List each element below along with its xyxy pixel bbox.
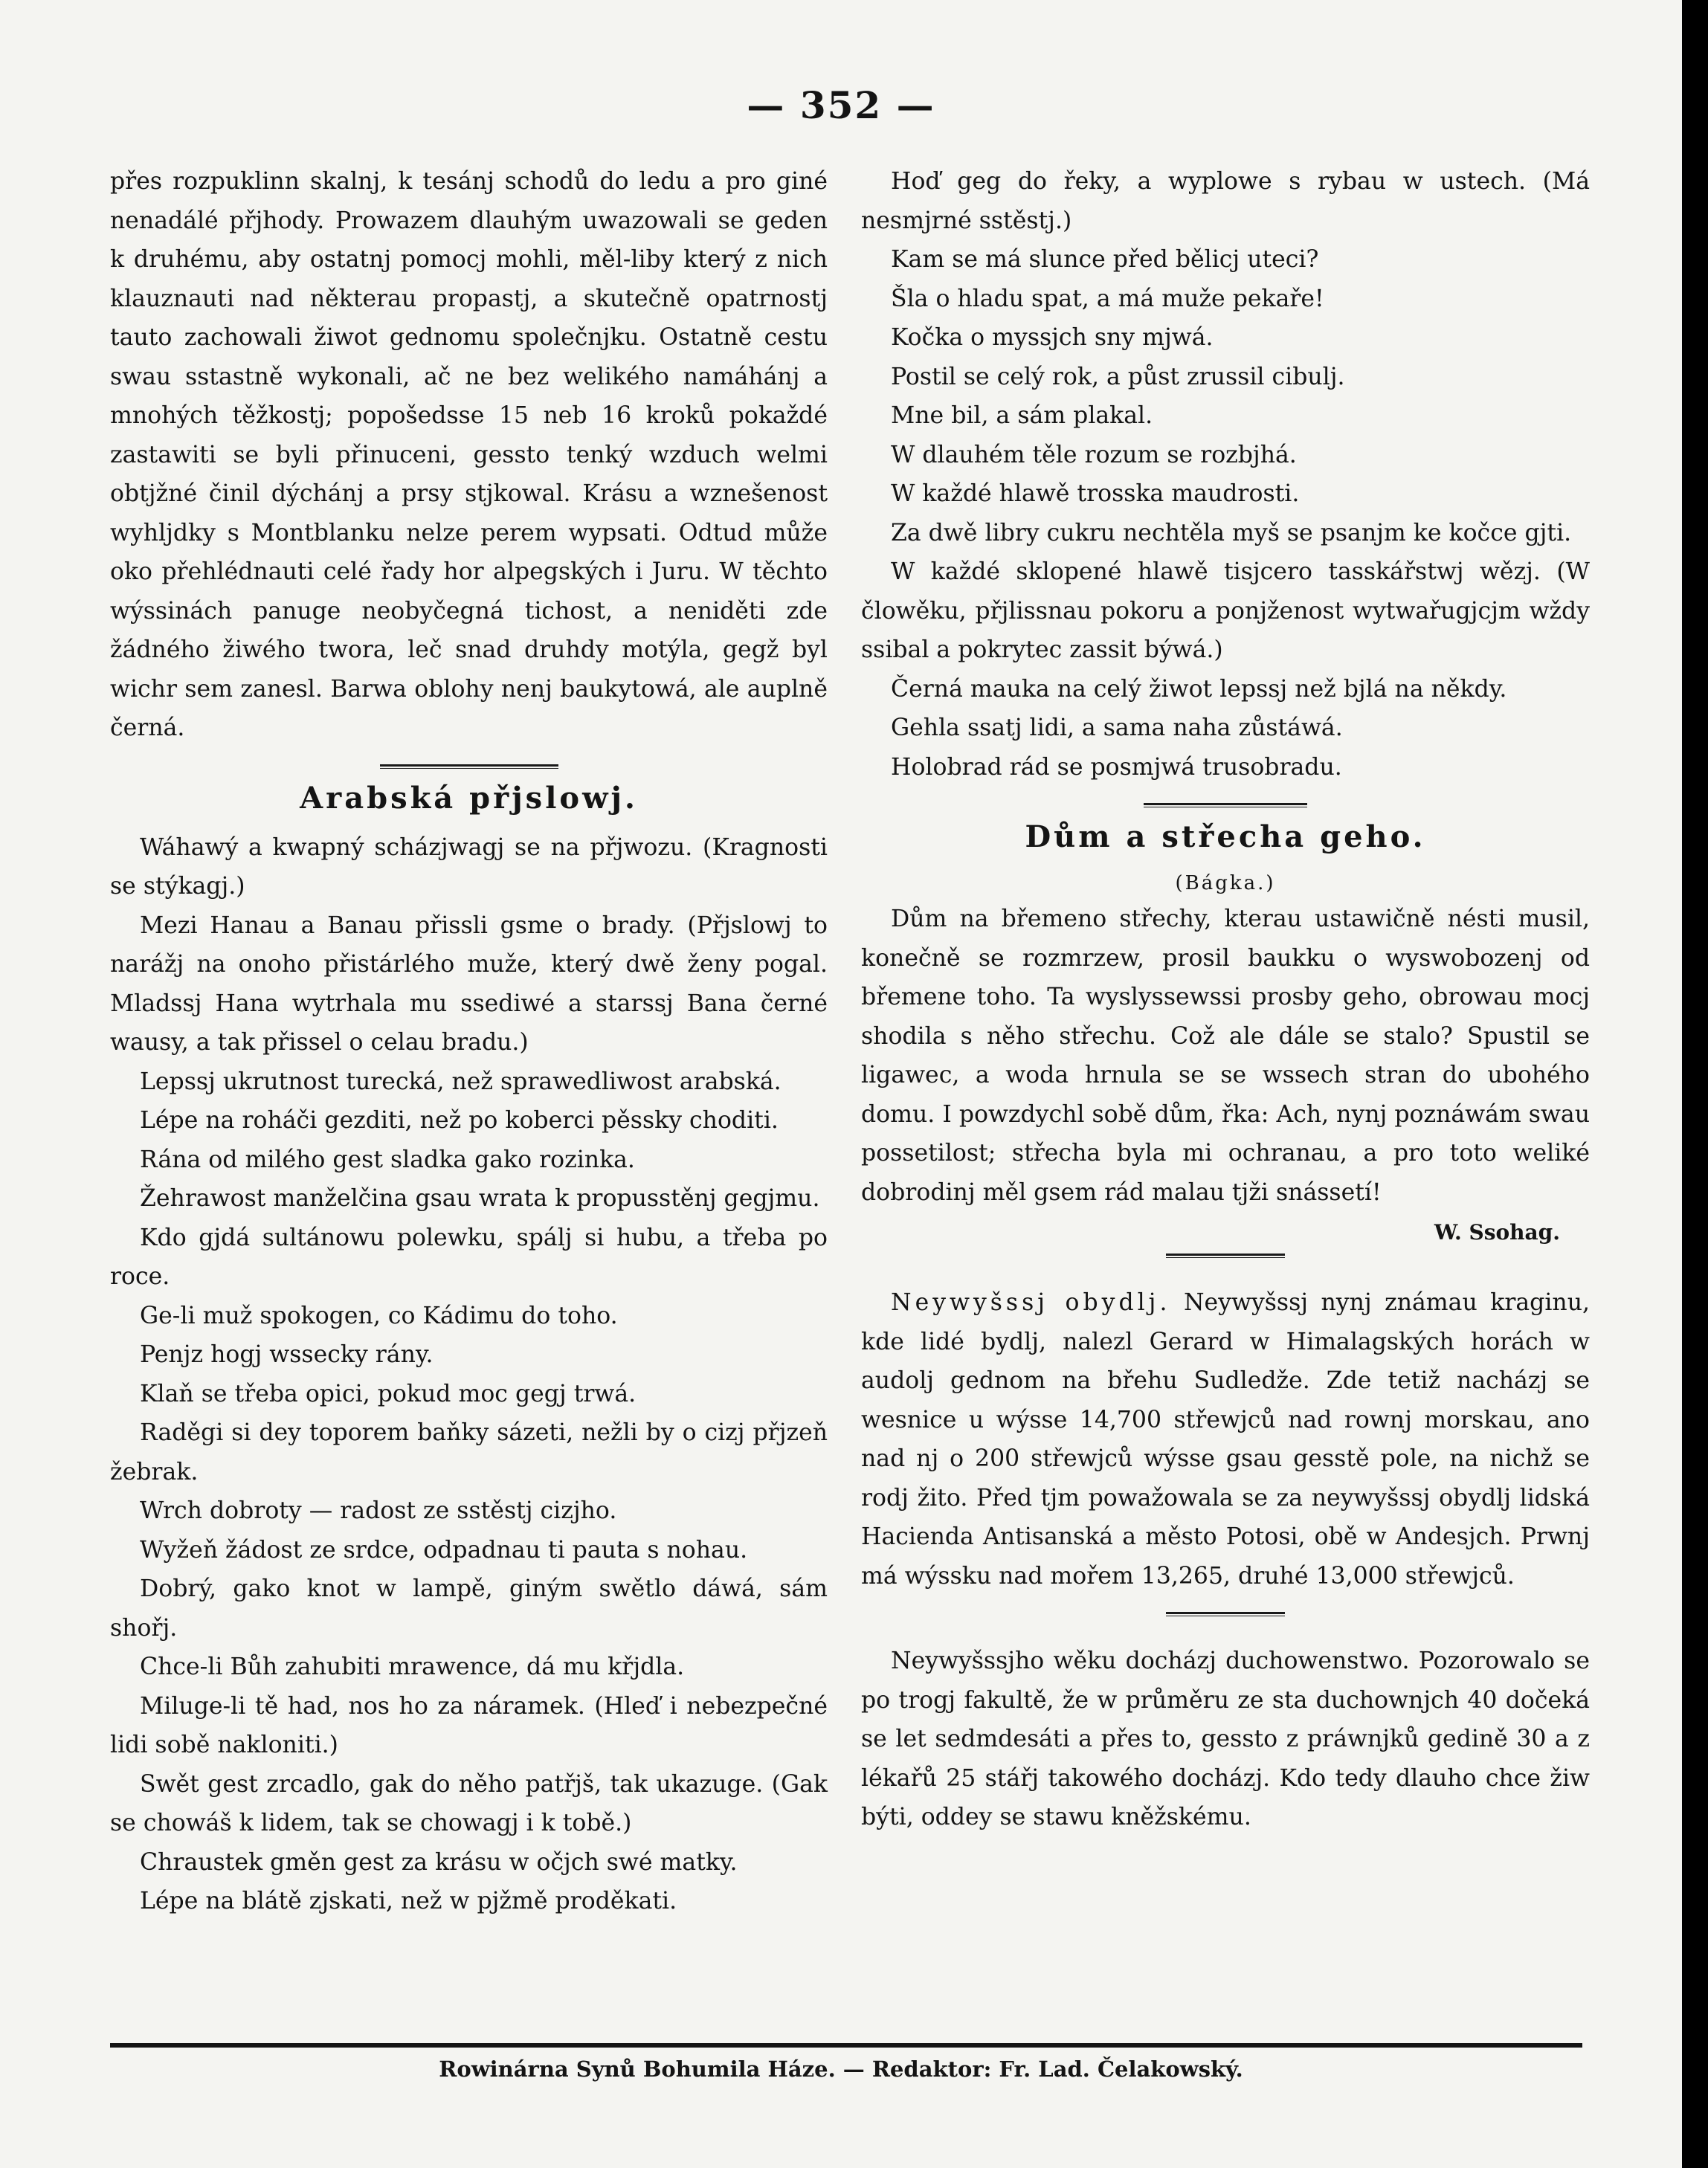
proverb: Klaň se třeba opici, pokud moc gegj trwá. [140, 1380, 637, 1407]
proverb: W dlauhém těle rozum se rozbjhá. [891, 441, 1297, 468]
proverb: Postil se celý rok, a půst zrussil cibulj. [891, 363, 1345, 390]
proverb: Wáhawý a kwapný scházjwagj se na přjwozu. (Kragnosti se stýkagj.) [110, 833, 828, 900]
proverb-list [110, 828, 828, 1921]
proverb: Žehrawost manželčina gsau wrata k propusstěnj gegjmu. [140, 1185, 820, 1212]
proverb: Ge-li muž spokogen, co Kádimu do toho. [140, 1302, 618, 1329]
left-column [110, 162, 828, 1921]
proverb: Gehla ssatj lidi, a sama naha zůstáwá. [891, 714, 1343, 741]
footer-rule [110, 2043, 1582, 2048]
story-subtitle: (Bágka.) [1175, 872, 1276, 894]
note-text: Neywyšssj nynj známau kraginu, kde lidé bydlj, nalezl Gerard w Himalagských horách w audolj gednom na břehu Sudledže. Zde tetiž nacházj se wesnice u wýsse 14,700 střewjců nad rownj morskau, ano nad nj o 200 střewjců wýsse gsau gesstě pole, na nichž se rodj žito. Před tjm powažowala se za neywyšssj obydlj lidská Hacienda Antisanská a město Potosi, obě w Andesjch. Prwnj má wýssku nad mořem 13,265, druhé 13,000 střewjců. [861, 1289, 1590, 1590]
proverb: Swět gest zrcadlo, gak do něho patřjš, tak ukazuge. (Gak se chowáš k lidem, tak se chowagj i k tobě.) [110, 1770, 828, 1836]
section-divider [380, 764, 558, 769]
proverb: W každé hlawě trosska maudrosti. [891, 480, 1300, 507]
proverb: Lépe na blátě zjskati, než w pjžmě proděkati. [140, 1888, 677, 1914]
note-paragraph [861, 1283, 1590, 1596]
intro-paragraph: přes rozpuklinn skalnj, k tesánj schodů do ledu a pro giné nenadálé přjhody. Prowazem dlauhým uwazowali se geden k druhému, aby ostatnj pomocj mohli, měl-liby který z nich klauznauti nad některau propastj, a skutečně opatrnostj tauto zachowali žiwot gednomu společnjku. Ostatně cestu swau sstastně wykonali, ač ne bez welikého namáhánj a mnohých těžkostj; popošedsse 15 neb 16 kroků pokaždé zastawiti se byli přinuceni, gessto tenký wzduch welmi obtjžné činil dýchánj a prsy stjkowal. Krásu a wznešenost wyhljdky s Montblanku nelze perem wypsati. Odtud může oko přehlédnauti celé řady hor alpegských i Juru. W těchto wýssinách panuge neobyčegná tichost, a neniděti zde žádného žiwého twora, leč snad druhdy motýla, gegž byl wichr sem zanesl. Barwa oblohy nenj baukytowá, ale auplně černá. [110, 168, 828, 741]
story-title: Dům a střecha geho. [1025, 819, 1426, 854]
proverb: W každé sklopené hlawě tisjcero tasskářstwj wězj. (W člowěku, přjlissnau pokoru a ponjženost wytwařugjcjm wždy ssibal a pokrytec zassit býwá.) [861, 558, 1590, 663]
proverb: Raděgi si dey toporem baňky sázeti, nežli by o cizj přjzeň žebrak. [110, 1419, 828, 1485]
proverb: Mezi Hanau a Banau přissli gsme o brady. (Přjslowj to narážj na onoho přistárlého muže, který dwě ženy pogal. Mladssj Hana wytrhala mu ssediwé a starssj Bana černé wausy, a tak přissel o celau bradu.) [110, 912, 828, 1056]
story-signature: W. Ssohag. [1434, 1220, 1560, 1245]
proverb: Lépe na roháči gezditi, než po koberci pěssky choditi. [140, 1107, 779, 1134]
proverb: Rána od milého gest sladka gako rozinka. [140, 1146, 635, 1173]
proverb: Dobrý, gako knot w lampě, giným swětlo dáwá, sám shořj. [110, 1575, 828, 1642]
right-column [861, 162, 1590, 1837]
proverb: Lepssj ukrutnost turecká, než sprawedliwost arabská. [140, 1068, 782, 1095]
proverb: Černá mauka na celý žiwot lepssj než bjlá na někdy. [891, 675, 1507, 703]
section-title: Arabská přjslowj. [300, 780, 638, 816]
proverb: Chraustek gměn gest za krásu w očjch swé matky. [140, 1848, 738, 1876]
story-text: Dům na břemeno střechy, kterau ustawičně nésti musil, konečně se rozmrzew, prosil baukku o wyswobozenj od břemene toho. Ta wyslyssewssi prosby geho, obrowau mocj shodila s něho střechu. Což ale dále se stalo? Spustil se ligawec, a woda hrnula se se wssech stran do ubohého domu. I powzdychl sobě dům, řka: Ach, nynj poznáwám swau possetilost; střecha byla mi ochranau, a pro toto weliké dobrodinj měl gsem rád malau tjži snássetí! [861, 906, 1590, 1206]
note-paragraph [861, 1642, 1590, 1837]
page-number: — 352 — [747, 83, 935, 127]
note-lead: Neywyšssj obydlj. [891, 1289, 1171, 1316]
proverb: Za dwě libry cukru nechtěla myš se psanjm ke kočce gjti. [891, 519, 1572, 546]
proverb: Chce-li Bůh zahubiti mrawence, dá mu křjdla. [140, 1654, 685, 1680]
imprint-footer: Rowinárna Synů Bohumila Háze. — Redaktor: Fr. Lad. Čelakowský. [439, 2056, 1243, 2082]
proverb: Kdo gjdá sultánowu polewku, spálj si hubu, a třeba po roce. [110, 1224, 828, 1290]
proverb: Kam se má slunce před bělicj uteci? [891, 246, 1319, 273]
proverb: Wyžeň žádost ze srdce, odpadnau ti pauta s nohau. [140, 1536, 748, 1564]
proverb: Kočka o myssjch sny mjwá. [891, 324, 1214, 351]
proverb: Šla o hladu spat, a má muže pekaře! [891, 285, 1324, 312]
proverb: Mne bil, a sám plakal. [891, 402, 1153, 429]
note-text: Neywyšssjho wěku docházj duchowenstwo. Pozorowalo se po trogj fakultě, že w průměru ze sta duchownjch 40 dočeká se let sedmdesáti a přes to, gessto z práwnjků gedině 30 a z lékařů 25 stářj takowého docházj. Kdo tedy dlauho chce žiw býti, oddey se stawu kněžskému. [861, 1648, 1590, 1830]
proverb: Wrch dobroty — radost ze sstěstj cizjho. [140, 1497, 617, 1524]
proverb: Penjz hogj wssecky rány. [140, 1341, 434, 1368]
proverb-list-continued [861, 162, 1590, 787]
section-divider [1144, 803, 1307, 807]
proverb: Holobrad rád se posmjwá trusobradu. [891, 753, 1342, 781]
proverb: Miluge-li tě had, nos ho za náramek. (Hleď i nebezpečné lidi sobě nakloniti.) [110, 1692, 828, 1758]
proverb: Hoď geg do řeky, a wyplowe s rybau w ustech. (Má nesmjrné sstěstj.) [861, 168, 1590, 234]
